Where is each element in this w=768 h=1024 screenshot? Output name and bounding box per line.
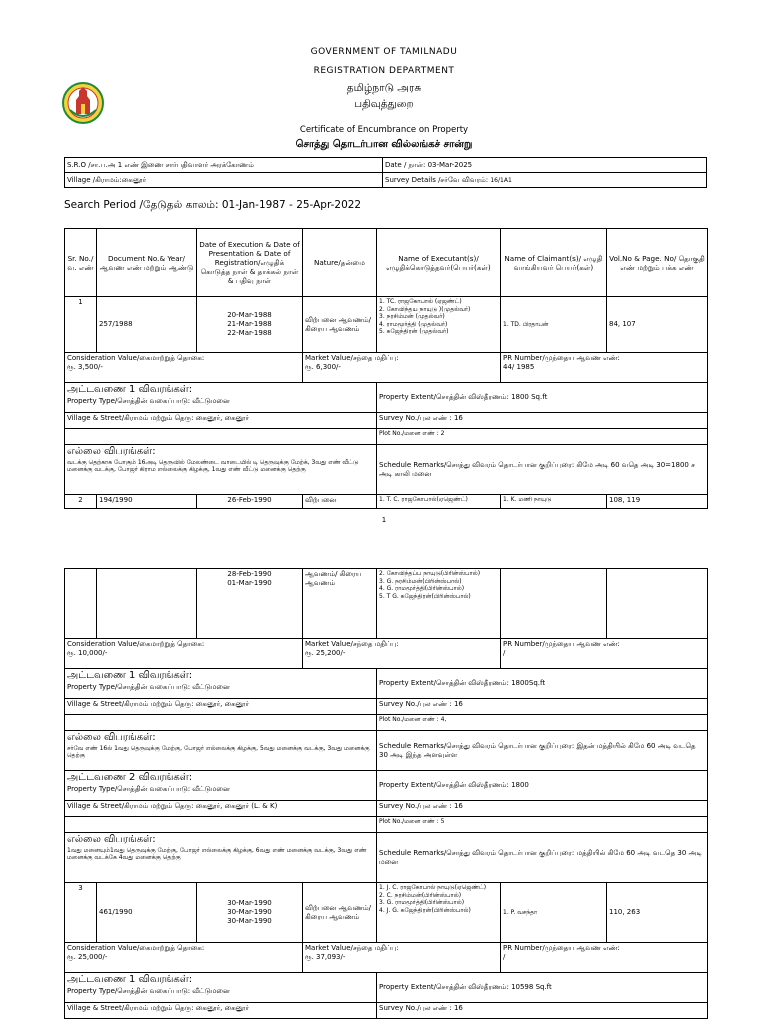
entry-3-pr-number [501, 943, 708, 973]
entry-3-survey-no-1: Survey No./புல எண் : 16 [377, 1003, 708, 1019]
table-row [65, 801, 708, 817]
property-type: Property Type/சொத்தின் வகைப்பாடு: வீட்டுமனை [67, 396, 230, 405]
executant-name: 2. C. நரசிம்மன்(பிரின்ஸ்பால்) [379, 891, 462, 899]
certificate-title: Certificate of Encumbrance on Property [299, 125, 469, 135]
entry-2-sr: 2 [65, 495, 97, 509]
col-header-executant: Name of Executant(s)/ எழுதிக்கொடுத்தவர்(பெயர்(கள்) [377, 229, 501, 297]
schedule-title: அட்டவணை 1 விவரங்கள்: [67, 974, 193, 985]
col-header-dates: Date of Execution & Date of Presentation & Date of Registration/எழுதிக் கொடுத்த நாள் & தாக்கல் நாள் & பதிவு நாள் [197, 229, 303, 297]
consideration-value: ரூ. 3,500/- [67, 362, 103, 371]
registration-date: 01-Mar-1990 [227, 578, 272, 587]
entry-2-boundary-1 [65, 731, 377, 771]
consideration-value: ரூ. 10,000/- [67, 648, 108, 657]
table-row [65, 297, 708, 353]
entry-3-executants [377, 883, 501, 943]
table-row [65, 715, 708, 731]
executant-name: 2. கோவிந்தப்ப நாயுடு(பிரின்ஸ்பால்) [379, 570, 481, 577]
executant-name: 4. G. ராமமூர்த்தி(பிரின்ஸ்பால்) [379, 585, 465, 592]
search-period-label: Search Period /தேடுதல் காலம்: [64, 199, 219, 211]
consideration-label: Consideration Value/கைமாற்றுத் தொகை: [67, 944, 205, 952]
entry-2-claimant-cont [501, 569, 607, 639]
entry-2-dates-cont [197, 569, 303, 639]
entry-2-plot-no-1: Plot No./மனை எண் : 4, [377, 715, 708, 731]
executant-name: 1. J. C. ராஜகோபால் நாயுடு(ஏஜெண்ட்) [379, 884, 487, 891]
market-value-label: Market Value/சந்தை மதிப்பு: [305, 640, 399, 648]
entry-1-extent: Property Extent/சொத்தின் விஸ்தீரணம்: 1800 Sq.ft [377, 383, 708, 413]
table-row [65, 883, 708, 943]
boundary-text: வடக்கு தெற்காக போகும் 16அடி தெருவில் மேலண்டை வாடையில் டி தெருவுக்கு மேற்க், 3வது எண் வீட்டு மனைக்கு வடக்கு, போஜர் கிராம எல்லைக்கு கிழக்கு, 1வது எண் வீட்டு மனைக்கு தெற்கு [67, 458, 359, 473]
entry-2-village-street-2: Village & Street/கிராமம் மற்றும் தெரு: கைனூர், கைனூர் (L. & K) [65, 801, 377, 817]
entry-2-extent-1: Property Extent/சொத்தின் விஸ்தீரணம்: 1800Sq.ft [377, 669, 708, 699]
entry-3-document: 461/1990 [97, 883, 197, 943]
table-row [65, 943, 708, 973]
consideration-label: Consideration Value/கைமாற்றுத் தொகை: [67, 640, 205, 648]
boundary-title: எல்லை விபரங்கள்: [67, 834, 156, 845]
table-row [65, 429, 708, 445]
market-value-label: Market Value/சந்தை மதிப்பு: [305, 354, 399, 362]
entry-2-sr-cont [65, 569, 97, 639]
entry-1-sr: 1 [65, 297, 97, 353]
page-number: 1 [381, 516, 387, 524]
search-period-to: 25-Apr-2022 [296, 199, 362, 211]
date-cell: Date / நாள்: 03-Mar-2025 [383, 158, 707, 173]
entry-1-plot-no: Plot No./மனை எண் : 2 [377, 429, 708, 445]
certificate-title-tamil: சொத்து தொடர்பான வில்லங்கச் சான்று [295, 139, 473, 150]
entry-1-pr-number [501, 353, 708, 383]
entry-3-sr: 3 [65, 883, 97, 943]
entry-2-pr-number [501, 639, 708, 669]
entry-1-blank [65, 429, 377, 445]
execution-date: 30-Mar-1990 [227, 899, 272, 908]
boundary-text: சர்வே எண் 16ல் 1வது தெருவுக்கு மேற்கு, போஜர் எல்லைக்கு கிழக்கு, 5வது மனைக்கு வடக்கு, 3வது மனைக்கு தெற்கு [67, 744, 370, 759]
search-period [64, 199, 361, 212]
entry-2-schedule-2 [65, 771, 377, 801]
entry-2-nature-cont: ஆவணம்/ கிரைய ஆவணம் [303, 569, 377, 639]
registration-date: 30-Mar-1990 [227, 916, 272, 925]
pr-number-value: / [503, 952, 506, 961]
entry-1-nature: விற்பனை ஆவணம்/ கிரைய ஆவணம் [303, 297, 377, 353]
entry-1-executants [377, 297, 501, 353]
col-header-claimant: Name of Claimant(s)/ எழுதி வாங்கியவர் பெயர்(கள்) [501, 229, 607, 297]
entry-1-boundary [65, 445, 377, 495]
survey-details-cell [383, 173, 707, 188]
table-row [65, 833, 708, 883]
pr-number-label: PR Number/முந்தைய ஆவண எண்: [503, 944, 620, 952]
entry-2-document: 194/1990 [97, 495, 197, 509]
office-info-table [64, 157, 707, 188]
entry-2-extent-2: Property Extent/சொத்தின் விஸ்தீரணம்: 1800 [377, 771, 708, 801]
table-row [65, 771, 708, 801]
consideration-value: ரூ. 25,000/- [67, 952, 108, 961]
entry-1-survey-no: Survey No./புல எண் : 16 [377, 413, 708, 429]
encumbrance-table-page-1 [64, 228, 708, 509]
entry-2-date: 26-Feb-1990 [197, 495, 303, 509]
tamilnadu-emblem-icon [62, 80, 104, 126]
entry-2-survey-no-1: Survey No./புல எண் : 16 [377, 699, 708, 715]
pr-number-label: PR Number/முந்தைய ஆவண எண்: [503, 640, 620, 648]
boundary-title: எல்லை விபரங்கள்: [67, 446, 156, 457]
market-value: ரூ. 25,200/- [305, 648, 346, 657]
survey-details-label: Survey Details /சர்வே விவரம்: [385, 175, 489, 184]
pr-number-value: 44/ 1985 [503, 362, 535, 371]
entry-3-dates [197, 883, 303, 943]
property-type: Property Type/சொத்தின் வகைப்பாடு: வீட்டுமனை [67, 986, 230, 995]
entry-1-schedule [65, 383, 377, 413]
table-row [65, 383, 708, 413]
table-row [65, 353, 708, 383]
market-value: ரூ. 37,093/- [305, 952, 346, 961]
department-title: REGISTRATION DEPARTMENT [313, 66, 455, 76]
executant-name: 5. T G. கஜேந்திரன்(பிரின்ஸ்பால்) [379, 592, 471, 600]
presentation-date: 21-Mar-1988 [227, 320, 272, 329]
table-row [65, 731, 708, 771]
executant-name: 5. சுஜேந்திரன் (முதல்வர்) [379, 328, 449, 335]
property-type: Property Type/சொத்தின் வகைப்பாடு: வீட்டுமனை [67, 784, 230, 793]
boundary-text: 1வது மனையும்1வது தெருவுக்கு மேற்கு, போஜர் எல்லைக்கு கிழக்கு, 6வது எண் மனைக்கு வடக்கு, 3வது எண் மனைக்கு வடக்கே 4வது மனைக்கு தெற்கு [67, 846, 367, 861]
entry-1-village-street: Village & Street/கிராமம் மற்றும் தெரு: கைனூர், கைனூர் [65, 413, 377, 429]
table-header-row [65, 229, 708, 297]
property-type: Property Type/சொத்தின் வகைப்பாடு: வீட்டுமனை [67, 682, 230, 691]
pr-number-label: PR Number/முந்தைய ஆவண எண்: [503, 354, 620, 362]
consideration-label: Consideration Value/கைமாற்றுத் தொகை: [67, 354, 205, 362]
presentation-date: 28-Feb-1990 [227, 570, 272, 578]
entry-3-nature: விற்பனை ஆவணம்/ கிரைய ஆவணம் [303, 883, 377, 943]
government-title-tamil: தமிழ்நாடு அரசு [346, 82, 422, 94]
table-row [65, 973, 708, 1003]
entry-2-boundary-2 [65, 833, 377, 883]
col-header-sr: Sr. No./வ. எண் [65, 229, 97, 297]
entry-2-blank-1 [65, 715, 377, 731]
entry-2-consideration [65, 639, 303, 669]
entry-1-volume: 84, 107 [607, 297, 708, 353]
department-title-tamil: பதிவுத்துறை [354, 98, 414, 110]
entry-2-remarks-1: Schedule Remarks/சொத்து விவரம் தொடர்பான குறிப்புரை: இதன் மத்தியில் கிமே 60 அடி வடதெ 30 அடி இந்த அளவுள்ள [377, 731, 708, 771]
entry-2-executants-cont [377, 569, 501, 639]
schedule-title: அட்டவணை 2 விவரங்கள்: [67, 772, 193, 783]
entry-3-schedule-1 [65, 973, 377, 1003]
market-value-label: Market Value/சந்தை மதிப்பு: [305, 944, 399, 952]
encumbrance-table-page-2 [64, 568, 708, 1019]
entry-1-remarks: Schedule Remarks/சொத்து விவரம் தொடர்பான குறிப்புரை: கிமே அடி 60 வதெ அடி 30=1800 ச அடி காலி மனை [377, 445, 708, 495]
entry-1-document: 257/1988 [97, 297, 197, 353]
entry-3-village-street-1: Village & Street/கிராமம் மற்றும் தெரு: கைனூர், கைனூர் [65, 1003, 377, 1019]
village-cell: Village /கிராமம்:கைனூர் [65, 173, 383, 188]
entry-2-claimant: 1. K. மணி நாயுடு [501, 495, 607, 509]
entry-1-claimant: 1. TD. பிரதாபன் [501, 297, 607, 353]
executant-name: 3. நரசிம்மன் (முதல்வர்) [379, 313, 445, 320]
executant-name: 4. ராமமூர்த்தி (முதல்வர்) [379, 320, 448, 328]
table-row [65, 639, 708, 669]
entry-2-market-value [303, 639, 501, 669]
entry-2-survey-no-2: Survey No./புல எண் : 16 [377, 801, 708, 817]
page-gap [0, 534, 768, 560]
government-title: GOVERNMENT OF TAMILNADU [310, 47, 458, 57]
entry-2-document-cont [97, 569, 197, 639]
table-row [65, 669, 708, 699]
market-value: ரூ. 6,300/- [305, 362, 341, 371]
entry-3-consideration [65, 943, 303, 973]
table-row [65, 445, 708, 495]
col-header-volume: Vol.No & Page. No/ தொகுதி எண் மற்றும் பக்க எண் [607, 229, 708, 297]
entry-2-plot-no-2: Plot No./மனை எண் : 5 [377, 817, 708, 833]
entry-1-dates [197, 297, 303, 353]
executant-name: 2. கோவிந்தய நாயுடு )(முதல்வர்) [379, 305, 471, 313]
presentation-date: 30-Mar-1990 [227, 908, 272, 917]
entry-2-executant: 1. T. C. ராஜகோபால்(ஏஜெண்ட்) [377, 495, 501, 509]
col-header-document: Document No.& Year/ ஆவண எண் மற்றும் ஆண்டு [97, 229, 197, 297]
boundary-title: எல்லை விபரங்கள்: [67, 732, 156, 743]
entry-1-consideration [65, 353, 303, 383]
entry-2-schedule-1 [65, 669, 377, 699]
survey-details-value: 16/1A1 [490, 176, 512, 184]
table-row [65, 1003, 708, 1019]
col-header-nature: Nature/தன்மை [303, 229, 377, 297]
executant-name: 3. G. நரசிம்மன்(பிரின்ஸ்பால்) [379, 577, 462, 585]
schedule-title: அட்டவணை 1 விவரங்கள்: [67, 670, 193, 681]
table-row [65, 817, 708, 833]
entry-2-nature: விற்பனை [303, 495, 377, 509]
entry-3-extent-1: Property Extent/சொத்தின் விஸ்தீரணம்: 10598 Sq.ft [377, 973, 708, 1003]
table-row [65, 413, 708, 429]
executant-name: 1. TC. ராஜகோபால் (ஏஜண்ட்) [379, 298, 462, 305]
executant-name: 4. J. G. கஜேந்திரன்(பிரின்ஸ்பால்) [379, 906, 471, 914]
entry-3-market-value [303, 943, 501, 973]
entry-2-remarks-2: Schedule Remarks/சொத்து விவரம் தொடர்பான குறிப்புரை: மத்தியில் கிமே 60 அடி வடதெ 30 அடி மனை [377, 833, 708, 883]
entry-2-volume-cont [607, 569, 708, 639]
entry-2-blank-2 [65, 817, 377, 833]
entry-3-claimant: 1. P. வசந்தா [501, 883, 607, 943]
sro-cell: S.R.O /சா.ப.அ 1 எண் இணை சார்பதிவாளர் அரக்கோணம் [65, 158, 383, 173]
document-page-2 [0, 560, 768, 1024]
entry-2-volume: 108, 119 [607, 495, 708, 509]
table-row [65, 495, 708, 509]
entry-1-market-value [303, 353, 501, 383]
entry-2-village-street-1: Village & Street/கிராமம் மற்றும் தெரு: கைனூர், கைனூர் [65, 699, 377, 715]
execution-date: 20-Mar-1988 [227, 311, 272, 320]
search-period-separator: - [289, 199, 293, 211]
entry-3-volume: 110, 263 [607, 883, 708, 943]
search-period-from: 01-Jan-1987 [221, 199, 286, 211]
executant-name: 3. G. ராமமூர்த்தி(பிரின்ஸ்பால்) [379, 899, 465, 906]
table-row [65, 569, 708, 639]
table-row [65, 699, 708, 715]
registration-date: 22-Mar-1988 [227, 328, 272, 337]
pr-number-value: / [503, 648, 506, 657]
schedule-title: அட்டவணை 1 விவரங்கள்: [67, 384, 193, 395]
